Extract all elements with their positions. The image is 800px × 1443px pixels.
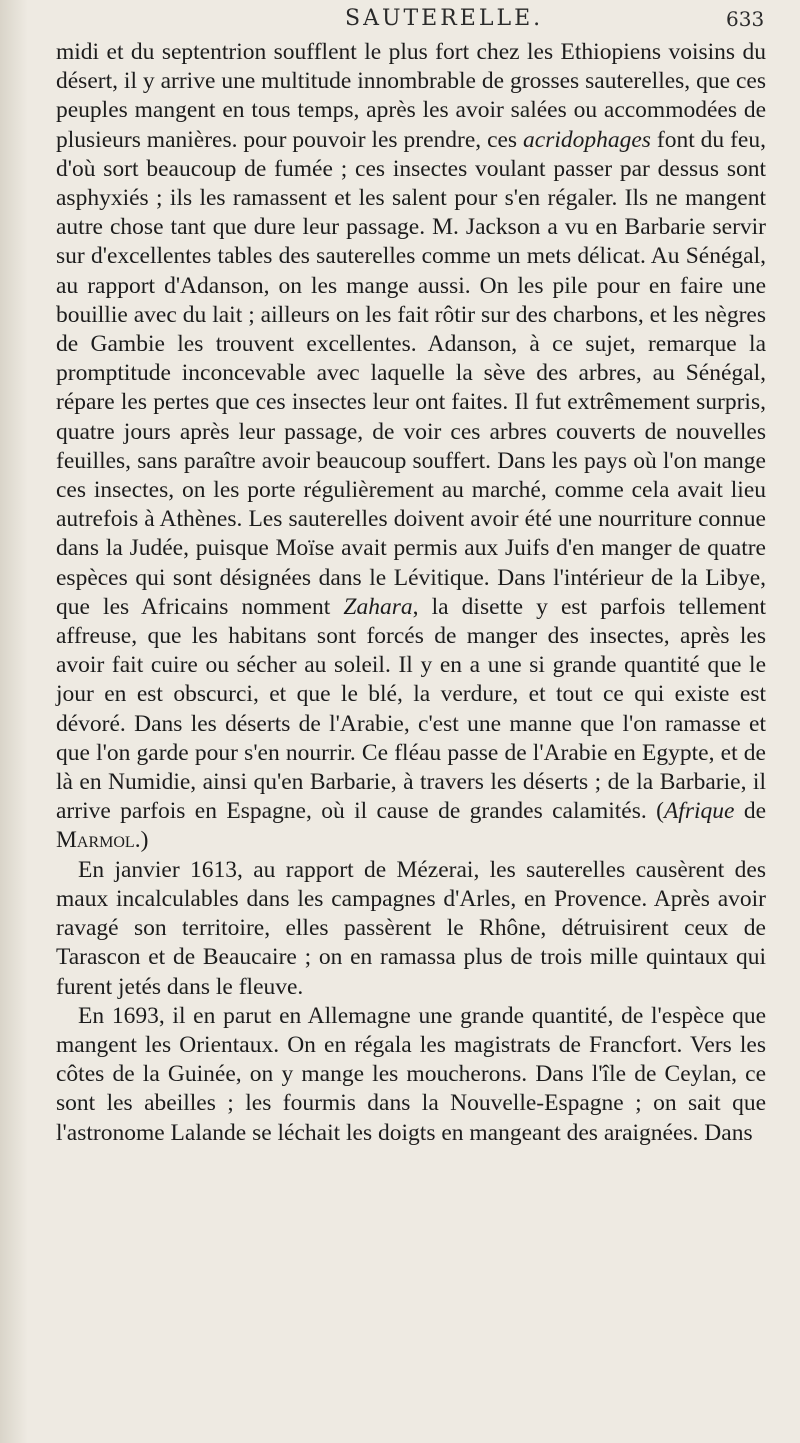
body-text — [56, 38, 766, 1148]
paragraph-1-text-c: , la disette y est parfois tellement affreuse, que les habitans sont forcés de manger des insectes, après les avoir fait cuire ou sécher au soleil. Il y en a une si grande quantité que le jour en est obscurci, et que le blé, la verdure, et tout ce qui existe est dévoré. Dans les déserts de l'Arabie, c'est une manne que l'on ramasse et que l'on garde pour s'en nourrir. Ce fléau passe de l'Arabie en Egypte, et de là en Numidie, ainsi qu'en Barbarie, à travers les déserts ; de la Barbarie, il arrive parfois en Espagne, où il cause de grandes calamités. ( — [56, 593, 766, 825]
page-number: 633 — [726, 7, 765, 31]
citation-author: Marmol — [56, 827, 135, 854]
citation-title: Afrique — [663, 798, 735, 825]
term-acridophages: acridophages — [523, 126, 651, 153]
term-zahara: Zahara — [343, 593, 413, 620]
paragraph-1 — [56, 38, 766, 856]
paragraph-1-text-e: .) — [134, 827, 149, 854]
paragraph-1-text-d: de — [734, 798, 766, 825]
paragraph-3: En 1693, il en parut en Allemagne une grande quantité, de l'espèce que mangent les Orientaux. On en régala les magistrats de Francfort. Vers les côtes de la Guinée, on y mange les moucherons. Dans l'île de Ceylan, ce sont les abeilles ; les fourmis dans la Nouvelle-Espagne ; on sait que l'astronome Lalande se léchait les doigts en mangeant des araignées. Dans — [56, 1002, 766, 1146]
paragraph-1-text-a: midi et du septentrion soufflent le plus fort chez les Ethiopiens voisins du désert, il y arrive une multitude innombrable de grosses sauterelles, que ces peuples mangent en tous temps, après les avoir salées ou accommodées de plusieurs manières. pour pouvoir les prendre, ces — [56, 39, 766, 153]
paragraph-2: En janvier 1613, au rapport de Mézerai, les sauterelles causèrent des maux incalculables dans les campagnes d'Arles, en Provence. Après avoir ravagé son territoire, elles passèrent le Rhône, détruisirent ceux de Tarascon et de Beaucaire ; on en ramassa plus de trois mille quintaux qui furent jetés dans le fleuve. — [56, 856, 766, 1000]
running-head — [0, 4, 800, 34]
paragraph-1-text-b: font du feu, d'où sort beaucoup de fumée ; ces insectes voulant passer par dessus sont asphyxiés ; ils les ramassent et les salent pour s'en régaler. Ils ne mangent autre chose tant que dure leur passage. M. Jackson a vu en Barbarie servir sur d'excellentes tables des sauterelles comme un mets délicat. Au Sénégal, au rapport d'Adanson, on les mange aussi. On les pile pour en faire une bouillie avec du lait ; ailleurs on les fait rôtir sur des charbons, et les nègres de Gambie les trouvent excellentes. Adanson, à ce sujet, remarque la promptitude inconcevable avec laquelle la sève des arbres, au Sénégal, répare les pertes que ces insectes leur ont faites. Il fut extrêmement surpris, quatre jours après leur passage, de voir ces arbres couverts de nouvelles feuilles, sans paraître avoir beaucoup souffert. Dans les pays où l'on mange ces insectes, on les porte régulièrement au marché, comme cela avait lieu autrefois à Athènes. Les sauterelles doivent avoir été une nourriture connue dans la Judée, puisque Moïse avait permis aux Juifs d'en manger de quatre espèces qui sont désignées dans le Lévitique. Dans l'intérieur de la Libye, que les Africains nomment — [56, 126, 766, 620]
running-title: SAUTERELLE. — [345, 6, 544, 31]
